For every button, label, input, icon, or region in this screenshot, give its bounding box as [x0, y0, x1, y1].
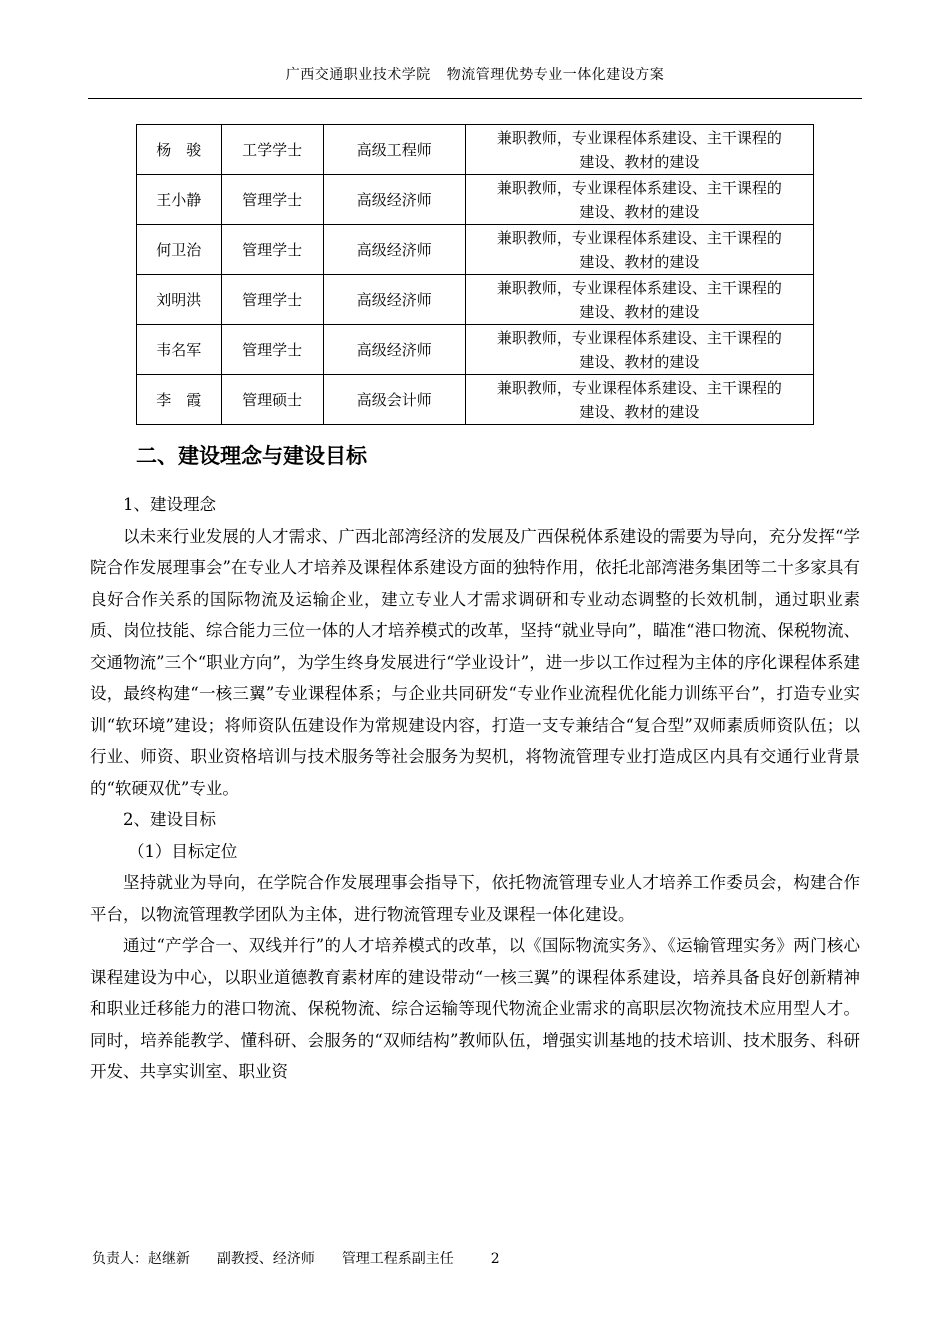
table-row: [137, 275, 814, 325]
staff-role: [465, 175, 813, 225]
staff-role-line1: 兼职教师，专业课程体系建设、主干课程的: [496, 178, 782, 197]
paragraph-concept: 以未来行业发展的人才需求、广西北部湾经济的发展及广西保税体系建设的需要为导向，充分发挥“学院合作发展理事会”在专业人才培养及课程体系建设方面的独特作用，依托北部湾港务集团等二十多家具有良好合作关系的国际物流及运输企业，建立专业人才需求调研和专业动态调整的长效机制，通过职业素质、岗位技能、综合能力三位一体的人才培养模式的改革，坚持“就业导向”，瞄准“港口物流、保税物流、交通物流”三个“职业方向”，为学生终身发展进行“学业设计”，进一步以工作过程为主体的序化课程体系建设，最终构建“一核三翼”专业课程体系；与企业共同研发“专业作业流程优化能力训练平台”，打造专业实训“软环境”建设；将师资队伍建设作为常规建设内容，打造一支专兼结合“复合型”双师素质师资队伍；以行业、师资、职业资格培训与技术服务等社会服务为契机，将物流管理专业打造成区内具有交通行业背景的“软硬双优”专业。: [90, 526, 860, 798]
staff-name: 王小静: [137, 175, 222, 225]
page-number: 2: [490, 1251, 500, 1267]
staff-role: [465, 375, 813, 425]
staff-role-line2: 建设、教材的建设: [579, 152, 700, 171]
staff-title: 高级会计师: [323, 375, 465, 425]
staff-role-line1: 兼职教师，专业课程体系建设、主干课程的: [496, 378, 782, 397]
subheading-concept: 1、建设理念: [123, 495, 216, 514]
staff-title: 高级经济师: [323, 225, 465, 275]
staff-role-line2: 建设、教材的建设: [579, 402, 700, 421]
staff-title: 高级经济师: [323, 325, 465, 375]
footer-responsible: 负责人：赵继新: [92, 1251, 190, 1267]
staff-name: 何卫治: [137, 225, 222, 275]
table-row: [137, 175, 814, 225]
page-header: [0, 64, 950, 84]
staff-role: [465, 225, 813, 275]
footer-position: 副教授、经济师: [216, 1251, 315, 1267]
staff-role-line1: 兼职教师，专业课程体系建设、主干课程的: [496, 278, 782, 297]
staff-degree: 管理硕士: [221, 375, 323, 425]
staff-role-line1: 兼职教师，专业课程体系建设、主干课程的: [496, 328, 782, 347]
section-body: [90, 489, 860, 1088]
header-doc-title: 物流管理优势专业一体化建设方案: [446, 67, 665, 83]
staff-name: 杨 骏: [137, 125, 222, 175]
subheading-positioning: （1）目标定位: [127, 841, 238, 861]
staff-name: 刘明洪: [137, 275, 222, 325]
header-school: 广西交通职业技术学院: [285, 67, 431, 83]
page-footer: [92, 1248, 500, 1268]
staff-degree: 管理学士: [221, 225, 323, 275]
staff-role-line2: 建设、教材的建设: [579, 352, 700, 371]
staff-role-line1: 兼职教师，专业课程体系建设、主干课程的: [496, 128, 782, 147]
table-row: [137, 375, 814, 425]
staff-degree: 管理学士: [221, 325, 323, 375]
staff-title: 高级经济师: [323, 175, 465, 225]
paragraph-reform: 通过“产学合一、双线并行”的人才培养模式的改革，以《国际物流实务》、《运输管理实务》两门核心课程建设为中心，以职业道德教育素材库的建设带动“一核三翼”的课程体系建设，培养具备良好创新精神和职业迁移能力的港口物流、保税物流、综合运输等现代物流企业需求的高职层次物流技术应用型人才。同时，培养能教学、懂科研、会服务的“双师结构”教师队伍，增强实训基地的技术培训、技术服务、科研开发、共享实训室、职业资: [90, 936, 860, 1081]
staff-role-line2: 建设、教材的建设: [579, 302, 700, 321]
staff-role: [465, 275, 813, 325]
staff-role-line1: 兼职教师，专业课程体系建设、主干课程的: [496, 228, 782, 247]
subheading-goals: 2、建设目标: [123, 810, 216, 829]
staff-degree: 管理学士: [221, 275, 323, 325]
staff-role-line2: 建设、教材的建设: [579, 202, 700, 221]
staff-degree: 管理学士: [221, 175, 323, 225]
staff-role-line2: 建设、教材的建设: [579, 252, 700, 271]
paragraph-positioning: 坚持就业为导向，在学院合作发展理事会指导下，依托物流管理专业人才培养工作委员会，构建合作平台，以物流管理教学团队为主体，进行物流管理专业及课程一体化建设。: [90, 873, 860, 924]
staff-degree: 工学学士: [221, 125, 323, 175]
staff-name: 韦名军: [137, 325, 222, 375]
footer-dept: 管理工程系副主任: [341, 1251, 454, 1267]
table-row: [137, 125, 814, 175]
staff-role: [465, 325, 813, 375]
table-row: [137, 325, 814, 375]
table-row: [137, 225, 814, 275]
section-heading: 二、建设理念与建设目标: [136, 444, 367, 468]
staff-title: 高级经济师: [323, 275, 465, 325]
staff-table: [136, 124, 814, 425]
header-divider: [88, 98, 862, 99]
staff-name: 李 霞: [137, 375, 222, 425]
staff-role: [465, 125, 813, 175]
staff-title: 高级工程师: [323, 125, 465, 175]
